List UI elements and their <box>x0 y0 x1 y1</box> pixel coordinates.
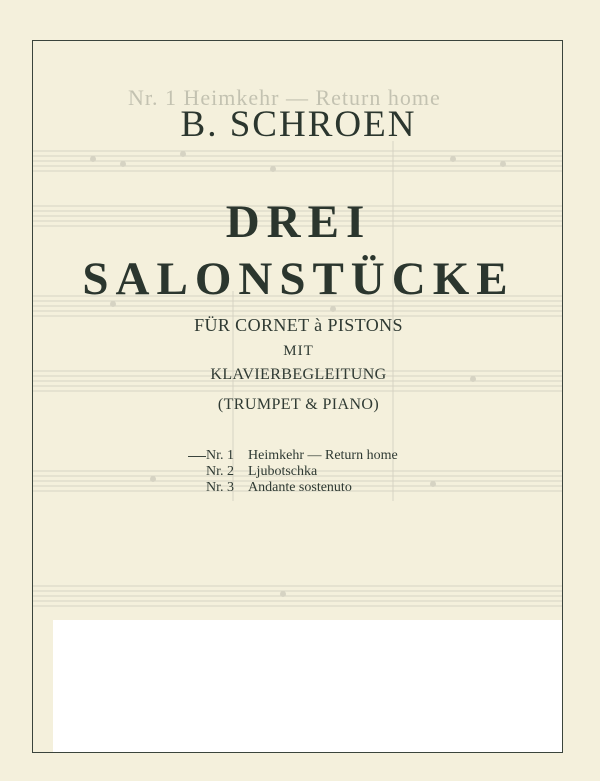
blank-label-area <box>53 620 563 753</box>
piece-name: Heimkehr — Return home <box>248 448 398 463</box>
title-line-1: DREI <box>225 196 372 248</box>
piece-number: Nr. 2 <box>206 464 234 479</box>
piece-name: Andante sostenuto <box>248 480 352 495</box>
english-instrumentation-line: (TRUMPET & PIANO) <box>217 396 380 413</box>
cover-frame <box>32 40 563 753</box>
instrument-line: FÜR CORNET à PISTONS <box>194 315 403 335</box>
accompaniment-line: KLAVIERBEGLEITUNG <box>210 366 387 383</box>
piece-number: Nr. 1 <box>206 448 234 463</box>
composer-name: B. SCHROEN <box>180 104 417 145</box>
piece-number: Nr. 3 <box>206 480 234 495</box>
list-item <box>206 448 506 464</box>
list-item <box>206 480 506 496</box>
selection-rule <box>188 456 206 457</box>
piece-name: Ljubotschka <box>248 464 318 479</box>
title-line-2: SALONSTÜCKE <box>82 253 515 305</box>
list-item <box>206 464 506 480</box>
show-through-heading: Nr. 1 Heimkehr — Return home <box>128 85 441 110</box>
piece-list <box>206 448 506 496</box>
connector-line: MIT <box>283 343 314 359</box>
